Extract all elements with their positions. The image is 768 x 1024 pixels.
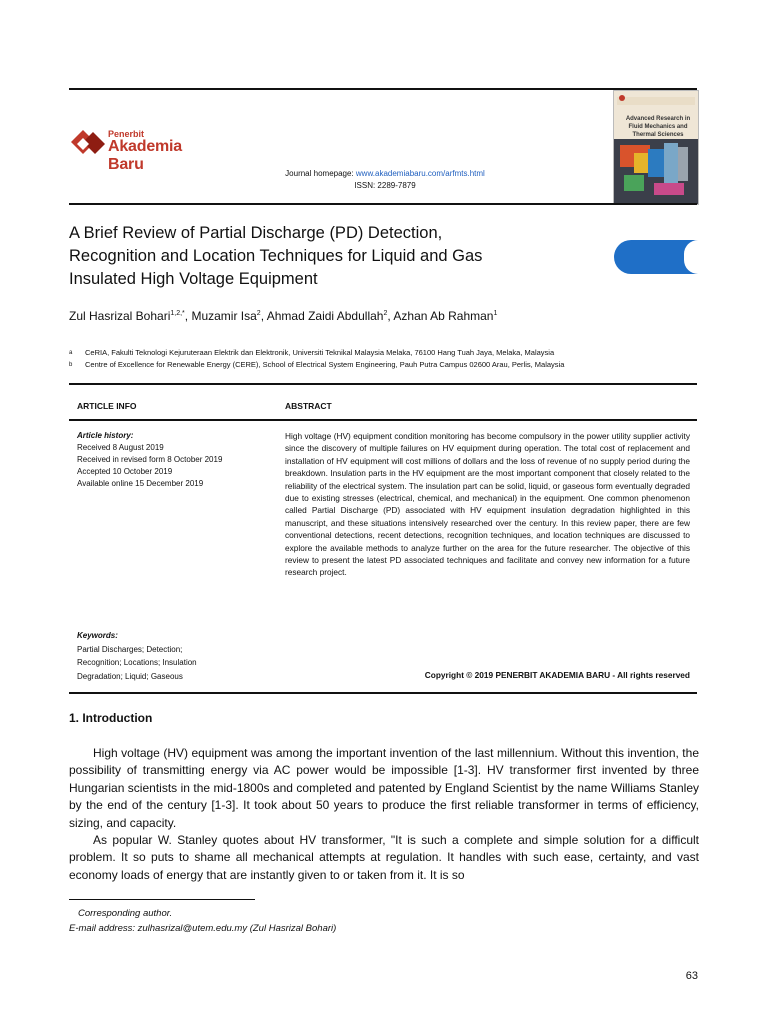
keywords-label: Keywords: xyxy=(77,631,118,640)
author-affiliation-marker: 1 xyxy=(493,310,498,317)
logo-big-text: Akademia Baru xyxy=(108,138,182,173)
author-list xyxy=(69,309,699,323)
author-affiliation-marker: 1,2,* xyxy=(170,310,185,317)
journal-homepage-line xyxy=(225,169,545,178)
journal-homepage-label: Journal homepage: xyxy=(285,169,356,178)
copyright-notice: Copyright © 2019 PENERBIT AKADEMIA BARU - All rights reserved xyxy=(424,670,690,680)
history-item: Received in revised form 8 October 2019 xyxy=(77,455,223,464)
journal-homepage-link[interactable]: www.akademiabaru.com/arfmts.html xyxy=(355,169,485,178)
affiliation-mark: a xyxy=(69,350,73,356)
author-separator: , xyxy=(184,309,192,323)
article-history-label: Article history: xyxy=(77,431,134,440)
table-header-rule xyxy=(69,419,697,421)
abstract-heading: ABSTRACT xyxy=(285,401,332,411)
affiliation-text: CeRIA, Fakulti Teknologi Kejuruteraan Elektrik dan Elektronik, Universiti Teknikal Malaysia Melaka, 76100 Hang Tuah Jaya, Melaka, Malaysia xyxy=(85,348,555,357)
affiliation-item xyxy=(69,347,699,359)
affiliation-item xyxy=(69,359,699,371)
body-paragraph: As popular W. Stanley quotes about HV transformer, "It is such a complete and simple solution for a difficult problem. It so puts to shame all mechanical attempts at regulation. It handles with such ease, certainty, and vast economy loads of energy that are instantly given to or taken from it. It is so xyxy=(69,833,699,882)
history-item: Accepted 10 October 2019 xyxy=(77,467,173,476)
paper-title xyxy=(69,222,589,291)
logo-mark-icon xyxy=(69,128,109,160)
article-history xyxy=(77,430,277,490)
author-name: Azhan Ab Rahman xyxy=(393,309,494,323)
footnote xyxy=(69,906,699,936)
header-top-rule xyxy=(69,88,697,90)
journal-cover-image xyxy=(613,90,699,205)
corresponding-author-label: Corresponding author. xyxy=(78,908,173,919)
author-affiliation-marker: 2 xyxy=(256,310,261,317)
keywords-block xyxy=(77,629,277,683)
title-line: Recognition and Location Techniques for Liquid and Gas xyxy=(69,247,483,265)
affiliation-mark: b xyxy=(69,362,73,368)
table-bottom-rule xyxy=(69,692,697,694)
publisher-logo[interactable] xyxy=(69,128,219,173)
article-info-heading: ARTICLE INFO xyxy=(77,401,137,411)
affiliation-text: Centre of Excellence for Renewable Energy (CERE), School of Electrical System Engineering, Pauh Putra Campus 02600 Arau, Perlis, Malaysia xyxy=(85,360,565,369)
header-bottom-rule xyxy=(69,203,697,205)
introduction-body xyxy=(69,745,699,884)
author-affiliation-marker: 2 xyxy=(383,310,388,317)
keywords-line: Recognition; Locations; Insulation xyxy=(77,658,197,668)
history-item: Available online 15 December 2019 xyxy=(77,479,204,488)
author-separator: , xyxy=(260,309,267,323)
section-heading-introduction: 1. Introduction xyxy=(69,711,153,725)
page-number: 63 xyxy=(685,970,698,982)
author-name: Ahmad Zaidi Abdullah xyxy=(266,309,384,323)
cover-title-text: Advanced Research in Fluid Mechanics and Thermal Sciences xyxy=(625,116,691,138)
abstract-text: High voltage (HV) equipment condition monitoring has become compulsory in the power utility supplier activity since the discovery of multiple failures on HV equipment during operation. The total cost of replacement and installation of HV equipment will cost millions of dollars and the loss of revenue of no supply period during the breakdown. Insulation parts in the HV equipment are the most important component that closely related to the reliability of the electrical system. The insulation part can be solid, liquid, or gaseous form eventually degraded due to existing stresses (electrical, chemical, and mechanical) in the equipment. One common phenomenon called Partial Discharge (PD) associated with HV equipment insulation degradation highlighted in this manuscript, and these situations intensively researched over the century. In this review paper, there are few conventional detections, recent detections, recognition techniques, and location techniques are discussed to explore the available methods to analyze further on the area for the future researcher. The objective of this review to present the latest PD associated techniques and facilitate and convey new information for a future research project. xyxy=(285,431,690,578)
corresponding-author-email[interactable]: E-mail address: zulhasrizal@utem.edu.my (Zul Hasrizal Bohari) xyxy=(69,923,337,934)
history-item: Received 8 August 2019 xyxy=(77,443,164,452)
title-line: A Brief Review of Partial Discharge (PD) Detection, xyxy=(69,224,443,242)
logo-small-text: Penerbit xyxy=(108,129,145,139)
issn-text: ISSN: 2289-7879 xyxy=(354,181,416,190)
affiliation-list xyxy=(69,347,699,371)
author-name: Zul Hasrizal Bohari xyxy=(69,309,171,323)
author-name: Muzamir Isa xyxy=(191,309,257,323)
title-line: Insulated High Voltage Equipment xyxy=(69,270,318,288)
body-paragraph: High voltage (HV) equipment was among the important invention of the last millennium. Without this invention, the possibility of transmitting energy via AC power would be impossible [1-3]. HV transformer first invented by three Hungarian scientists in the mid-1800s and completed and patented by England Scientist by the name Williams Stanley by the end of the century [1-3]. It took about 50 years to produce the first reliable transformer in terms of efficiency, sizing, and capacity. xyxy=(69,746,699,830)
keywords-line: Partial Discharges; Detection; xyxy=(77,644,183,654)
keywords-line: Degradation; Liquid; Gaseous xyxy=(77,671,183,681)
author-separator: , xyxy=(387,309,394,323)
footnote-rule xyxy=(69,899,255,900)
table-top-rule xyxy=(69,383,697,385)
